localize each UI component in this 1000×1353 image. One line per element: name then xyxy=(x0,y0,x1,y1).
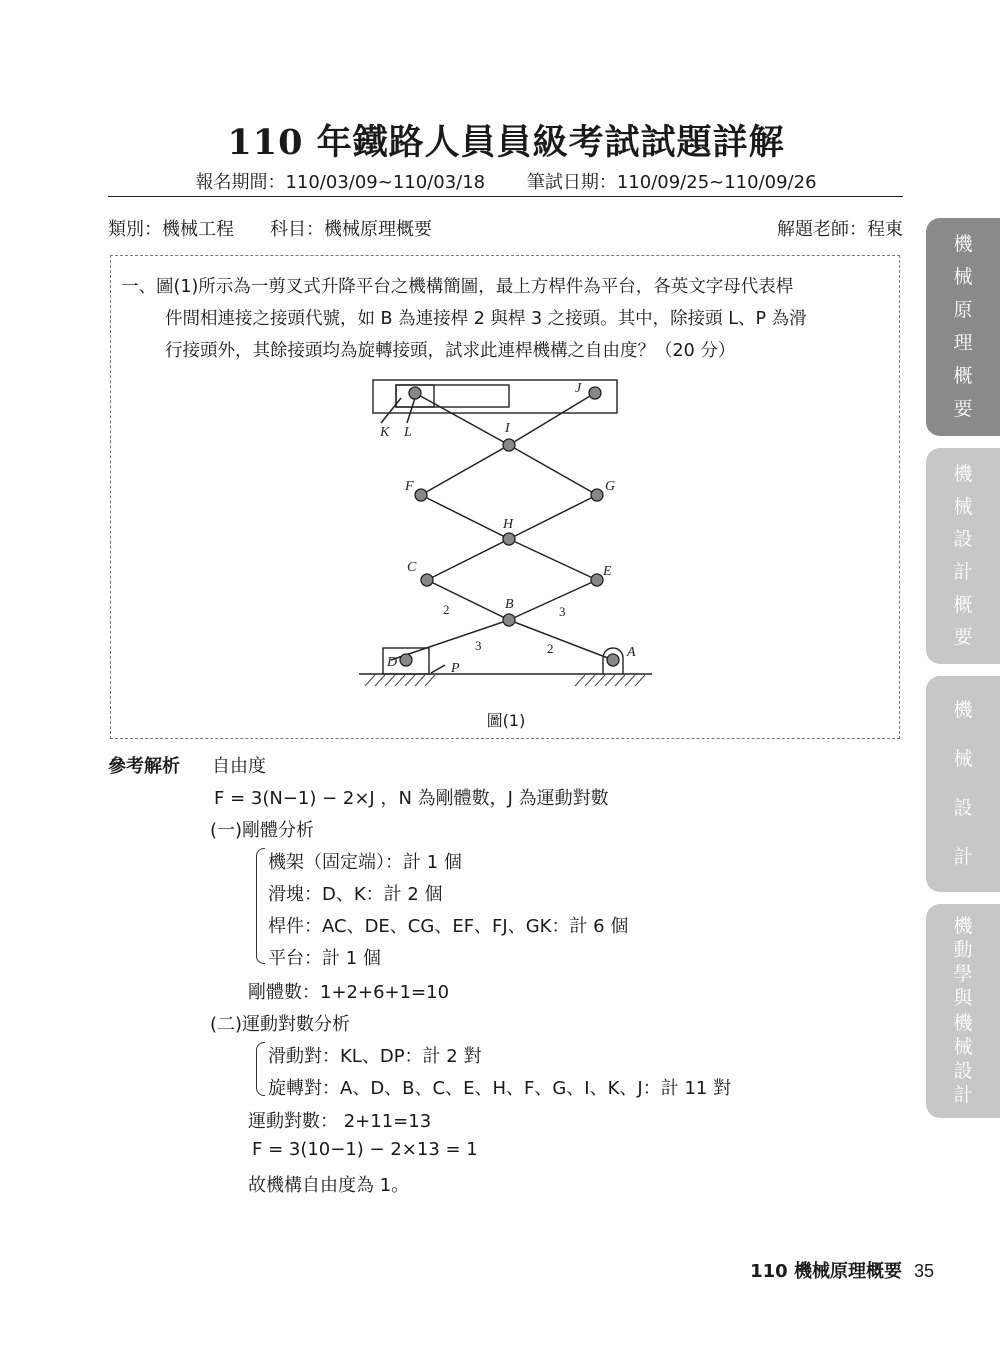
question-box xyxy=(110,255,900,739)
tab-label-char: 械 xyxy=(953,266,973,289)
label-d: D xyxy=(387,655,398,670)
label-h: H xyxy=(503,517,514,532)
rigid-item: 桿件：AC、DE、CG、EF、FJ、GK：計 6 個 xyxy=(268,916,629,937)
rigid-brace xyxy=(256,848,265,964)
tab-label-char: 設 xyxy=(953,1060,973,1083)
signup-period: 報名期間：110/03/09~110/03/18 xyxy=(195,172,486,193)
tab-label-char: 學 xyxy=(953,963,973,986)
tab-kinematics-and-design[interactable] xyxy=(926,904,1000,1118)
tab-label-char: 概 xyxy=(953,365,973,388)
figure-caption: 圖(1) xyxy=(486,711,526,730)
tab-label-char: 械 xyxy=(953,495,973,518)
label-k: K xyxy=(380,425,390,440)
tab-label-char: 機 xyxy=(953,699,973,722)
rigid-item: 平台：計 1 個 xyxy=(268,948,381,969)
dof-formula: F = 3(N−1) − 2×J ，N 為剛體數，J 為運動對數 xyxy=(214,788,609,809)
tab-label-char: 設 xyxy=(953,797,973,820)
question-line-1: 一、圖(1)所示為一剪叉式升降平台之機構簡圖，最上方桿件為平台，各英文字母代表桿 xyxy=(121,277,794,297)
pair-brace xyxy=(256,1042,265,1096)
tab-label-char: 機 xyxy=(953,914,973,937)
footer-book-title: 110 機械原理概要 xyxy=(750,1261,902,1282)
rigid-total: 剛體數：1+2+6+1=10 xyxy=(248,982,450,1003)
tab-label-char: 動 xyxy=(953,938,973,961)
label-e: E xyxy=(603,564,612,579)
category-label: 類別：機械工程 xyxy=(108,219,234,240)
exam-date: 筆試日期：110/09/25~110/09/26 xyxy=(526,172,817,193)
tab-label-char: 械 xyxy=(953,1035,973,1058)
pair-item: 旋轉對：A、D、B、C、E、H、F、G、I、K、J：計 11 對 xyxy=(268,1078,732,1099)
tab-label-char: 械 xyxy=(953,748,973,771)
label-f: F xyxy=(405,479,414,494)
label-a: A xyxy=(627,645,636,660)
label-g: G xyxy=(605,479,616,494)
tab-label-char: 計 xyxy=(953,560,973,583)
label-p: P xyxy=(451,661,460,676)
solution-label: 參考解析 xyxy=(108,756,180,777)
link-number-3-lower: 3 xyxy=(475,638,482,653)
tab-label-char: 理 xyxy=(953,332,973,355)
label-i: I xyxy=(505,421,510,436)
subject-label: 科目：機械原理概要 xyxy=(270,219,432,240)
conclusion: 故機構自由度為 1。 xyxy=(248,1175,410,1196)
tab-machine-principles[interactable] xyxy=(926,218,1000,436)
pair-total: 運動對數： 2+11=13 xyxy=(248,1111,432,1132)
rigid-item: 滑塊：D、K：計 2 個 xyxy=(268,884,443,905)
label-c: C xyxy=(407,560,417,575)
tab-label-char: 機 xyxy=(953,1011,973,1034)
pair-item: 滑動對：KL、DP：計 2 對 xyxy=(268,1046,482,1067)
label-l: L xyxy=(404,425,412,440)
tab-label-char: 機 xyxy=(953,462,973,485)
page-title: 110 年鐵路人員員級考試試題詳解 xyxy=(227,122,785,163)
tab-machine-design[interactable] xyxy=(926,676,1000,892)
scissor-lift-diagram xyxy=(359,368,659,688)
result-formula: F = 3(10−1) − 2×13 = 1 xyxy=(252,1139,478,1160)
tab-machine-design-outline[interactable] xyxy=(926,448,1000,664)
label-j: J xyxy=(575,381,582,396)
link-number-3-upper: 3 xyxy=(559,604,566,619)
teacher-label: 解題老師：程東 xyxy=(777,219,903,240)
link-number-2-lower: 2 xyxy=(547,641,554,656)
tab-label-char: 與 xyxy=(953,987,973,1010)
tab-label-char: 概 xyxy=(953,593,973,616)
page-number: 35 xyxy=(913,1261,934,1281)
solution-intro: 自由度 xyxy=(212,756,266,777)
rigid-item: 機架（固定端）：計 1 個 xyxy=(268,852,462,873)
tab-label-char: 原 xyxy=(953,299,973,322)
part2-title: (二)運動對數分析 xyxy=(210,1014,351,1035)
exam-periods xyxy=(110,168,902,194)
tab-label-char: 機 xyxy=(953,233,973,256)
page-footer xyxy=(750,1257,934,1283)
tab-label-char: 計 xyxy=(953,1084,973,1107)
tab-label-char: 要 xyxy=(953,398,973,421)
linkage-bars xyxy=(381,393,616,673)
ground-hatch xyxy=(365,675,645,686)
tab-label-char: 要 xyxy=(953,626,973,649)
question-line-2: 件間相連接之接頭代號，如 B 為連接桿 2 與桿 3 之接頭。其中，除接頭 L、P 為滑 xyxy=(165,309,807,329)
question-line-3: 行接頭外，其餘接頭均為旋轉接頭，試求此連桿機構之自由度？（20 分） xyxy=(165,341,736,361)
tab-label-char: 設 xyxy=(953,528,973,551)
label-b: B xyxy=(505,597,514,612)
link-number-2-upper: 2 xyxy=(443,602,450,617)
part1-title: (一)剛體分析 xyxy=(210,820,315,841)
tab-label-char: 計 xyxy=(953,846,973,869)
header-divider xyxy=(108,196,903,197)
